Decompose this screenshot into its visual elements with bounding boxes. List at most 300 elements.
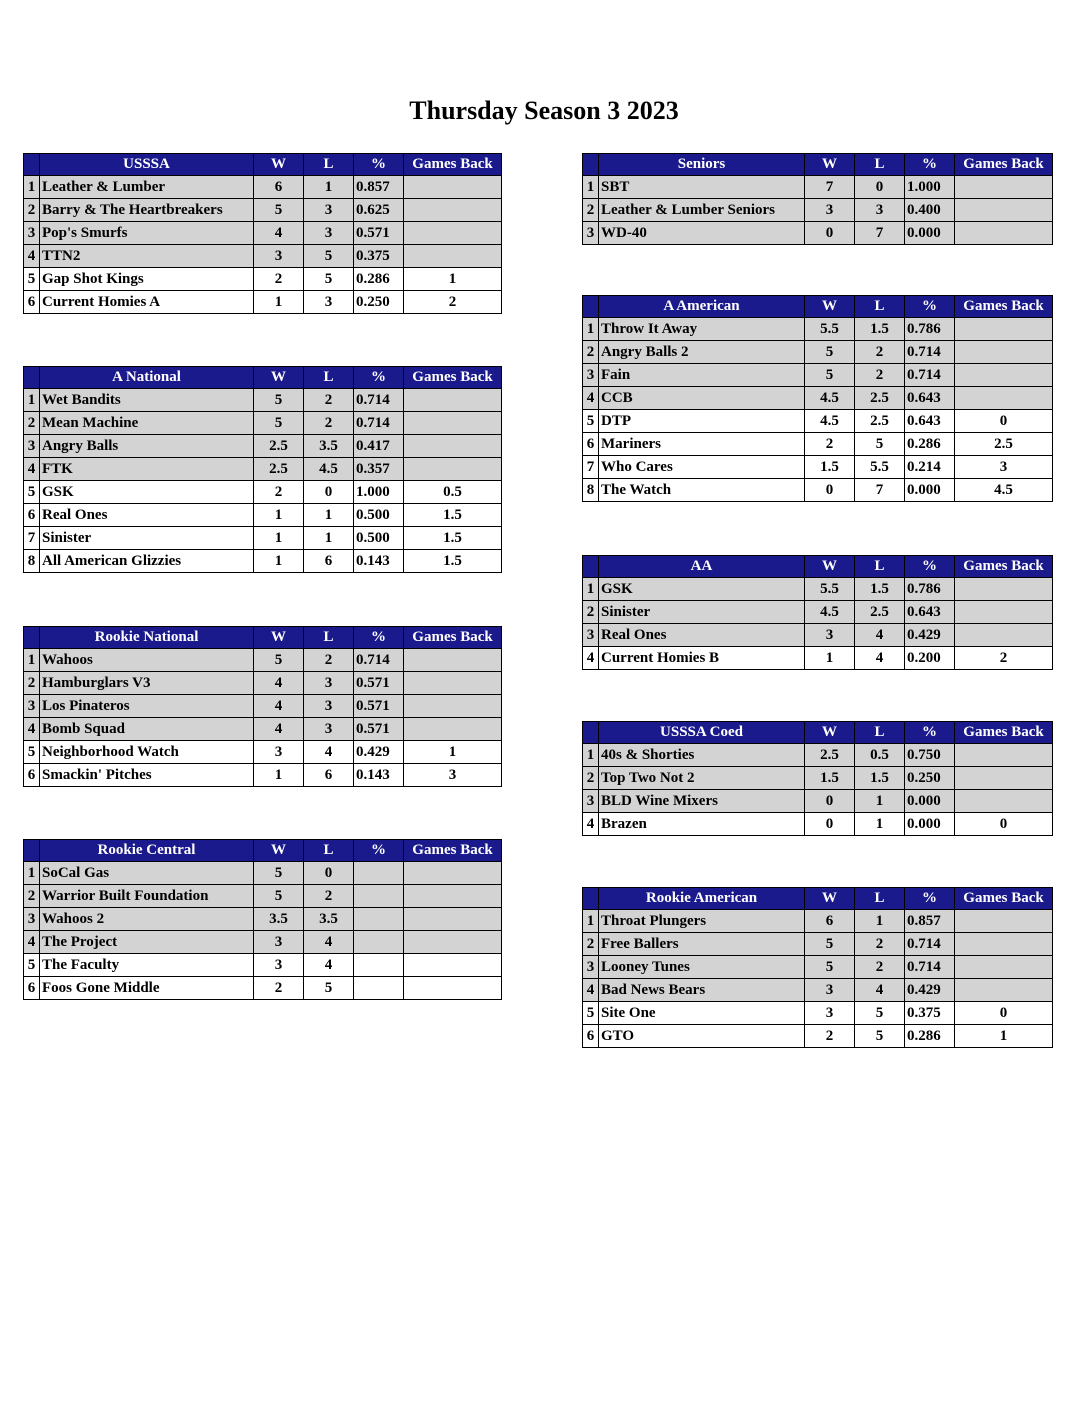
wins-cell: 5 (805, 341, 855, 364)
header-losses: L (855, 296, 905, 318)
rank-cell: 2 (24, 672, 40, 695)
team-name-cell: Brazen (599, 813, 805, 836)
games-back-cell: 2 (955, 647, 1053, 670)
table-header-row (24, 154, 502, 176)
games-back-cell: 2 (404, 291, 502, 314)
losses-cell: 2 (855, 956, 905, 979)
percentage-cell: 1.000 (354, 481, 404, 504)
games-back-cell (955, 933, 1053, 956)
team-name-cell: GSK (599, 578, 805, 601)
losses-cell: 3 (304, 291, 354, 314)
percentage-cell (354, 954, 404, 977)
games-back-cell (955, 318, 1053, 341)
percentage-cell: 0.200 (905, 647, 955, 670)
losses-cell: 1 (855, 910, 905, 933)
table-row (24, 931, 502, 954)
rank-cell: 1 (583, 910, 599, 933)
games-back-cell (955, 956, 1053, 979)
percentage-cell: 0.400 (905, 199, 955, 222)
games-back-cell (404, 977, 502, 1000)
wins-cell: 6 (254, 176, 304, 199)
percentage-cell: 0.571 (354, 695, 404, 718)
percentage-cell: 0.643 (905, 601, 955, 624)
header-losses: L (855, 556, 905, 578)
losses-cell: 3.5 (304, 435, 354, 458)
header-wins: W (254, 367, 304, 389)
standings-table (582, 153, 1053, 245)
rank-cell: 4 (24, 458, 40, 481)
wins-cell: 2 (805, 433, 855, 456)
wins-cell: 5 (254, 199, 304, 222)
losses-cell: 2 (855, 364, 905, 387)
losses-cell: 2 (855, 933, 905, 956)
rank-cell: 3 (583, 624, 599, 647)
header-percentage: % (354, 154, 404, 176)
wins-cell: 1.5 (805, 456, 855, 479)
table-row (583, 578, 1053, 601)
table-row (24, 481, 502, 504)
games-back-cell: 4.5 (955, 479, 1053, 502)
wins-cell: 2 (254, 481, 304, 504)
team-name-cell: Bad News Bears (599, 979, 805, 1002)
rank-cell: 1 (583, 318, 599, 341)
header-rank-cell (583, 154, 599, 176)
percentage-cell (354, 862, 404, 885)
rank-cell: 3 (24, 222, 40, 245)
rank-cell: 6 (24, 504, 40, 527)
table-row (24, 764, 502, 787)
table-header-row (583, 296, 1053, 318)
table-row (583, 341, 1053, 364)
games-back-cell (404, 862, 502, 885)
percentage-cell: 0.750 (905, 744, 955, 767)
percentage-cell: 0.375 (354, 245, 404, 268)
wins-cell: 5 (805, 364, 855, 387)
losses-cell: 4 (855, 979, 905, 1002)
wins-cell: 5 (254, 885, 304, 908)
losses-cell: 4 (304, 954, 354, 977)
team-name-cell: Barry & The Heartbreakers (40, 199, 254, 222)
games-back-cell: 1.5 (404, 527, 502, 550)
standings-table (582, 555, 1053, 670)
losses-cell: 2.5 (855, 601, 905, 624)
games-back-cell (404, 222, 502, 245)
team-name-cell: Pop's Smurfs (40, 222, 254, 245)
wins-cell: 3 (254, 245, 304, 268)
standings-table (582, 721, 1053, 836)
table-row (583, 1025, 1053, 1048)
percentage-cell: 0.286 (354, 268, 404, 291)
losses-cell: 1 (304, 176, 354, 199)
table-row (24, 291, 502, 314)
rank-cell: 6 (24, 764, 40, 787)
team-name-cell: FTK (40, 458, 254, 481)
games-back-cell (955, 199, 1053, 222)
table-row (24, 435, 502, 458)
rank-cell: 6 (24, 291, 40, 314)
rank-cell: 4 (24, 931, 40, 954)
wins-cell: 4 (254, 695, 304, 718)
wins-cell: 5 (805, 933, 855, 956)
header-games-back: Games Back (955, 888, 1053, 910)
header-rank-cell (583, 722, 599, 744)
table-row (583, 199, 1053, 222)
standings-table (23, 153, 502, 314)
percentage-cell: 0.786 (905, 578, 955, 601)
wins-cell: 2 (805, 1025, 855, 1048)
games-back-cell (955, 341, 1053, 364)
percentage-cell: 0.000 (905, 813, 955, 836)
percentage-cell (354, 885, 404, 908)
team-name-cell: Mean Machine (40, 412, 254, 435)
losses-cell: 3 (304, 222, 354, 245)
wins-cell: 2.5 (805, 744, 855, 767)
games-back-cell (955, 624, 1053, 647)
wins-cell: 2 (254, 977, 304, 1000)
losses-cell: 2 (304, 649, 354, 672)
games-back-cell (955, 364, 1053, 387)
percentage-cell: 0.714 (354, 412, 404, 435)
wins-cell: 0 (805, 813, 855, 836)
losses-cell: 0 (304, 481, 354, 504)
table-row (583, 387, 1053, 410)
table-row (583, 790, 1053, 813)
games-back-cell (404, 885, 502, 908)
percentage-cell: 0.429 (905, 979, 955, 1002)
team-name-cell: Foos Gone Middle (40, 977, 254, 1000)
games-back-cell (955, 744, 1053, 767)
table-row (24, 908, 502, 931)
percentage-cell: 0.571 (354, 222, 404, 245)
losses-cell: 3 (304, 672, 354, 695)
table-row (24, 550, 502, 573)
header-losses: L (304, 154, 354, 176)
header-wins: W (254, 840, 304, 862)
table-row (24, 458, 502, 481)
wins-cell: 3 (254, 931, 304, 954)
percentage-cell: 0.714 (354, 389, 404, 412)
percentage-cell: 0.214 (905, 456, 955, 479)
table-row (24, 527, 502, 550)
header-wins: W (254, 154, 304, 176)
header-percentage: % (905, 296, 955, 318)
page-title: Thursday Season 3 2023 (409, 96, 679, 125)
wins-cell: 4 (254, 672, 304, 695)
header-rank-cell (583, 888, 599, 910)
games-back-cell: 0 (955, 813, 1053, 836)
percentage-cell: 0.714 (905, 364, 955, 387)
header-losses: L (855, 154, 905, 176)
wins-cell: 3 (805, 624, 855, 647)
team-name-cell: The Watch (599, 479, 805, 502)
header-percentage: % (905, 888, 955, 910)
team-name-cell: Site One (599, 1002, 805, 1025)
rank-cell: 5 (583, 1002, 599, 1025)
losses-cell: 1 (855, 790, 905, 813)
rank-cell: 2 (583, 341, 599, 364)
percentage-cell: 0.417 (354, 435, 404, 458)
games-back-cell (404, 695, 502, 718)
table-row (583, 767, 1053, 790)
wins-cell: 0 (805, 222, 855, 245)
rank-cell: 4 (24, 245, 40, 268)
header-percentage: % (354, 627, 404, 649)
losses-cell: 2 (304, 885, 354, 908)
wins-cell: 5 (254, 389, 304, 412)
wins-cell: 5 (254, 649, 304, 672)
division-name: AA (599, 556, 805, 578)
wins-cell: 5 (254, 412, 304, 435)
division-name: USSSA (40, 154, 254, 176)
rank-cell: 4 (583, 647, 599, 670)
header-rank-cell (24, 154, 40, 176)
standings-table (23, 366, 502, 573)
games-back-cell (404, 199, 502, 222)
team-name-cell: Leather & Lumber Seniors (599, 199, 805, 222)
wins-cell: 3 (805, 979, 855, 1002)
team-name-cell: Wahoos (40, 649, 254, 672)
games-back-cell: 3 (955, 456, 1053, 479)
wins-cell: 4.5 (805, 387, 855, 410)
games-back-cell: 0.5 (404, 481, 502, 504)
games-back-cell (404, 176, 502, 199)
table-row (24, 977, 502, 1000)
wins-cell: 3 (254, 954, 304, 977)
wins-cell: 1 (254, 764, 304, 787)
standings-table (23, 626, 502, 787)
losses-cell: 4 (304, 741, 354, 764)
percentage-cell: 0.375 (905, 1002, 955, 1025)
losses-cell: 4 (304, 931, 354, 954)
percentage-cell: 0.357 (354, 458, 404, 481)
losses-cell: 3 (304, 199, 354, 222)
table-row (583, 479, 1053, 502)
team-name-cell: Warrior Built Foundation (40, 885, 254, 908)
team-name-cell: Angry Balls (40, 435, 254, 458)
wins-cell: 2 (254, 268, 304, 291)
wins-cell: 2.5 (254, 458, 304, 481)
wins-cell: 0 (805, 479, 855, 502)
team-name-cell: TTN2 (40, 245, 254, 268)
standings-table (582, 295, 1053, 502)
losses-cell: 1.5 (855, 767, 905, 790)
team-name-cell: The Project (40, 931, 254, 954)
table-row (583, 410, 1053, 433)
rank-cell: 4 (583, 813, 599, 836)
percentage-cell: 0.714 (905, 933, 955, 956)
games-back-cell: 3 (404, 764, 502, 787)
percentage-cell: 0.000 (905, 479, 955, 502)
header-losses: L (855, 722, 905, 744)
team-name-cell: Current Homies A (40, 291, 254, 314)
rank-cell: 5 (24, 954, 40, 977)
division-name: Rookie National (40, 627, 254, 649)
team-name-cell: Hamburglars V3 (40, 672, 254, 695)
rank-cell: 1 (24, 649, 40, 672)
rank-cell: 6 (24, 977, 40, 1000)
rank-cell: 6 (583, 433, 599, 456)
percentage-cell: 0.000 (905, 790, 955, 813)
percentage-cell: 0.143 (354, 550, 404, 573)
rank-cell: 5 (583, 410, 599, 433)
rank-cell: 8 (583, 479, 599, 502)
rank-cell: 2 (24, 412, 40, 435)
header-losses: L (855, 888, 905, 910)
games-back-cell (404, 245, 502, 268)
percentage-cell: 0.286 (905, 1025, 955, 1048)
rank-cell: 2 (583, 767, 599, 790)
rank-cell: 3 (583, 364, 599, 387)
games-back-cell: 1.5 (404, 550, 502, 573)
percentage-cell: 1.000 (905, 176, 955, 199)
table-row (583, 456, 1053, 479)
losses-cell: 5 (855, 1002, 905, 1025)
table-row (583, 624, 1053, 647)
wins-cell: 4 (254, 222, 304, 245)
team-name-cell: Top Two Not 2 (599, 767, 805, 790)
header-rank-cell (583, 556, 599, 578)
team-name-cell: All American Glizzies (40, 550, 254, 573)
wins-cell: 1 (254, 504, 304, 527)
header-games-back: Games Back (404, 840, 502, 862)
wins-cell: 4.5 (805, 601, 855, 624)
wins-cell: 1.5 (805, 767, 855, 790)
header-rank-cell (24, 627, 40, 649)
table-row (24, 176, 502, 199)
table-header-row (24, 367, 502, 389)
rank-cell: 5 (24, 268, 40, 291)
wins-cell: 5.5 (805, 318, 855, 341)
rank-cell: 1 (24, 862, 40, 885)
rank-cell: 3 (24, 908, 40, 931)
percentage-cell: 0.857 (354, 176, 404, 199)
percentage-cell: 0.429 (905, 624, 955, 647)
header-games-back: Games Back (404, 367, 502, 389)
games-back-cell: 0 (955, 1002, 1053, 1025)
rank-cell: 5 (24, 741, 40, 764)
rank-cell: 1 (583, 744, 599, 767)
percentage-cell: 0.250 (905, 767, 955, 790)
losses-cell: 1 (304, 504, 354, 527)
table-row (24, 862, 502, 885)
rank-cell: 2 (583, 199, 599, 222)
table-row (583, 910, 1053, 933)
table-row (24, 389, 502, 412)
wins-cell: 1 (254, 291, 304, 314)
games-back-cell (404, 954, 502, 977)
division-name: Rookie Central (40, 840, 254, 862)
percentage-cell: 0.786 (905, 318, 955, 341)
team-name-cell: The Faculty (40, 954, 254, 977)
losses-cell: 2.5 (855, 387, 905, 410)
wins-cell: 3 (805, 1002, 855, 1025)
losses-cell: 3 (304, 695, 354, 718)
team-name-cell: Gap Shot Kings (40, 268, 254, 291)
losses-cell: 1 (855, 813, 905, 836)
header-percentage: % (905, 556, 955, 578)
team-name-cell: DTP (599, 410, 805, 433)
table-header-row (24, 627, 502, 649)
games-back-cell (955, 790, 1053, 813)
division-name: A American (599, 296, 805, 318)
percentage-cell: 0.250 (354, 291, 404, 314)
table-row (24, 672, 502, 695)
percentage-cell: 0.500 (354, 527, 404, 550)
losses-cell: 5 (304, 268, 354, 291)
wins-cell: 2.5 (254, 435, 304, 458)
table-row (583, 956, 1053, 979)
wins-cell: 6 (805, 910, 855, 933)
team-name-cell: 40s & Shorties (599, 744, 805, 767)
table-header-row (24, 840, 502, 862)
losses-cell: 7 (855, 479, 905, 502)
games-back-cell: 0 (955, 410, 1053, 433)
losses-cell: 3 (855, 199, 905, 222)
rank-cell: 6 (583, 1025, 599, 1048)
percentage-cell: 0.714 (905, 341, 955, 364)
header-games-back: Games Back (404, 154, 502, 176)
team-name-cell: Neighborhood Watch (40, 741, 254, 764)
percentage-cell: 0.571 (354, 672, 404, 695)
team-name-cell: WD-40 (599, 222, 805, 245)
rank-cell: 5 (24, 481, 40, 504)
header-wins: W (254, 627, 304, 649)
team-name-cell: Leather & Lumber (40, 176, 254, 199)
table-row (583, 176, 1053, 199)
table-row (24, 695, 502, 718)
losses-cell: 1.5 (855, 578, 905, 601)
team-name-cell: Throw It Away (599, 318, 805, 341)
header-percentage: % (905, 722, 955, 744)
games-back-cell: 2.5 (955, 433, 1053, 456)
wins-cell: 1 (805, 647, 855, 670)
table-row (583, 979, 1053, 1002)
table-row (583, 813, 1053, 836)
wins-cell: 1 (254, 550, 304, 573)
wins-cell: 4 (254, 718, 304, 741)
percentage-cell: 0.286 (905, 433, 955, 456)
team-name-cell: Sinister (40, 527, 254, 550)
header-percentage: % (354, 367, 404, 389)
table-row (583, 364, 1053, 387)
losses-cell: 1.5 (855, 318, 905, 341)
team-name-cell: Current Homies B (599, 647, 805, 670)
table-row (24, 741, 502, 764)
table-header-row (583, 722, 1053, 744)
wins-cell: 5 (254, 862, 304, 885)
header-losses: L (304, 627, 354, 649)
games-back-cell (955, 601, 1053, 624)
team-name-cell: CCB (599, 387, 805, 410)
team-name-cell: GSK (40, 481, 254, 504)
percentage-cell: 0.571 (354, 718, 404, 741)
table-row (583, 433, 1053, 456)
wins-cell: 5.5 (805, 578, 855, 601)
rank-cell: 3 (583, 956, 599, 979)
header-rank-cell (24, 367, 40, 389)
header-losses: L (304, 840, 354, 862)
table-row (24, 412, 502, 435)
table-row (24, 268, 502, 291)
wins-cell: 4.5 (805, 410, 855, 433)
losses-cell: 7 (855, 222, 905, 245)
team-name-cell: Angry Balls 2 (599, 341, 805, 364)
games-back-cell: 1 (404, 268, 502, 291)
games-back-cell (955, 176, 1053, 199)
rank-cell: 1 (583, 176, 599, 199)
header-games-back: Games Back (955, 154, 1053, 176)
table-row (24, 649, 502, 672)
